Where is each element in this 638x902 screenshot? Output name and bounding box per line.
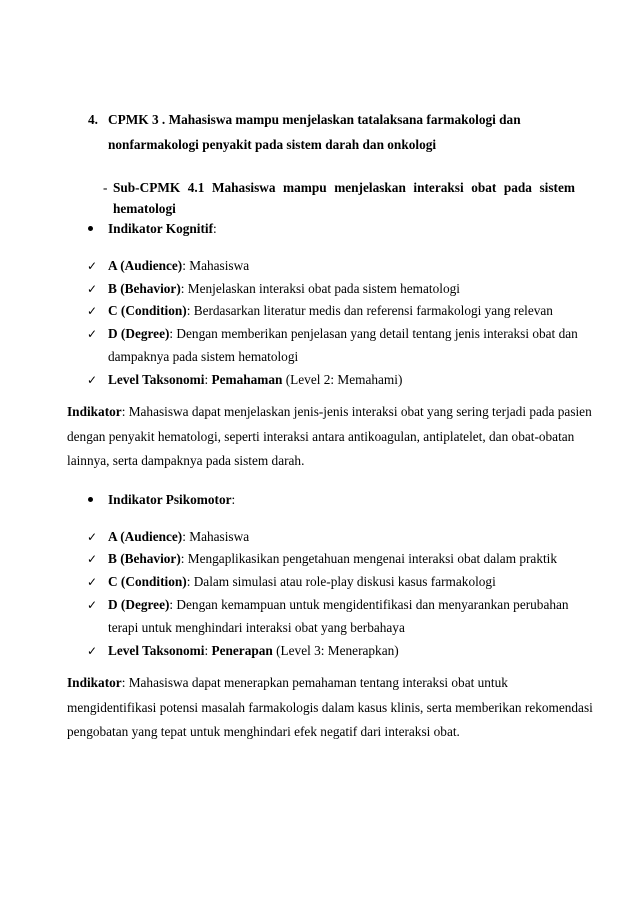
item-label: C (Condition) <box>108 303 187 318</box>
psikomotor-heading-text: Indikator Psikomotor <box>108 492 232 507</box>
item-label: B (Behavior) <box>108 281 181 296</box>
kognitif-heading-colon: : <box>213 221 217 236</box>
psikomotor-item-behavior <box>108 551 557 567</box>
indikator-label: Indikator <box>67 404 122 419</box>
check-mark-icon: ✓ <box>87 327 98 341</box>
cpmk-number: 4. <box>88 112 98 127</box>
check-mark-icon: ✓ <box>87 259 98 273</box>
cpmk-title-line2: nonfarmakologi penyakit pada sistem darah dan onkologi <box>108 137 437 152</box>
bullet-dot-icon <box>88 497 93 502</box>
level-sep: : <box>204 643 212 658</box>
item-label: B (Behavior) <box>108 551 181 566</box>
psikomotor-item-condition <box>108 574 496 590</box>
level-value: Pemahaman <box>211 372 283 387</box>
sub-cpmk-word: Sub-CPMK <box>113 180 181 195</box>
check-mark-icon: ✓ <box>87 530 98 544</box>
psikomotor-item-audience <box>108 529 249 545</box>
sub-cpmk-line1 <box>113 180 575 196</box>
kognitif-item-degree <box>108 326 578 342</box>
sub-cpmk-dash: - <box>103 180 108 195</box>
indikator-label: Indikator <box>67 675 122 690</box>
level-sep: : <box>204 372 212 387</box>
sub-cpmk-word: menjelaskan <box>334 180 406 195</box>
kognitif-heading-text: Indikator Kognitif <box>108 221 214 236</box>
check-mark-icon: ✓ <box>87 304 98 318</box>
psikomotor-indikator-line3: pengobatan yang tepat untuk menghindari efek negatif dari interaksi obat. <box>67 724 460 739</box>
sub-cpmk-word: mampu <box>283 180 327 195</box>
check-mark-icon: ✓ <box>87 644 98 658</box>
sub-cpmk-word: pada <box>503 180 532 195</box>
kognitif-indikator-line3: lainnya, serta dampaknya pada sistem darah. <box>67 453 305 468</box>
check-mark-icon: ✓ <box>87 552 98 566</box>
item-text: : Berdasarkan literatur medis dan referensi farmakologi yang relevan <box>186 303 553 318</box>
kognitif-item-degree-cont: dampaknya pada sistem hematologi <box>108 349 299 364</box>
kognitif-item-condition <box>108 303 553 319</box>
sub-cpmk-word: interaksi <box>413 180 464 195</box>
item-label: A (Audience) <box>108 258 183 273</box>
psikomotor-item-degree <box>108 597 569 613</box>
kognitif-item-audience <box>108 258 249 274</box>
psikomotor-indikator-line2: mengidentifikasi potensi masalah farmakologis dalam kasus klinis, serta memberikan rekomendasi <box>67 700 593 715</box>
item-text: : Dengan memberikan penjelasan yang detail tentang jenis interaksi obat dan <box>169 326 578 341</box>
sub-cpmk-line2: hematologi <box>113 201 176 216</box>
kognitif-level <box>108 372 402 388</box>
kognitif-indikator-line2: dengan penyakit hematologi, seperti interaksi antara antikoagulan, antiplatelet, dan obat-obatan <box>67 429 575 444</box>
psikomotor-heading-colon: : <box>231 492 236 507</box>
sub-cpmk-word: sistem <box>539 180 575 195</box>
check-mark-icon: ✓ <box>87 373 98 387</box>
level-label: Level Taksonomi <box>108 643 205 658</box>
item-text: : Dalam simulasi atau role-play diskusi kasus farmakologi <box>186 574 496 589</box>
item-text: : Mahasiswa <box>182 529 250 544</box>
item-text: : Mengaplikasikan pengetahuan mengenai interaksi obat dalam praktik <box>180 551 558 566</box>
item-label: C (Condition) <box>108 574 187 589</box>
check-mark-icon: ✓ <box>87 598 98 612</box>
kognitif-heading <box>108 221 217 237</box>
psikomotor-level <box>108 643 399 659</box>
item-label: D (Degree) <box>108 597 170 612</box>
kognitif-indikator-line1 <box>67 404 592 420</box>
level-value: Penerapan <box>211 643 273 658</box>
check-mark-icon: ✓ <box>87 575 98 589</box>
item-label: A (Audience) <box>108 529 183 544</box>
level-label: Level Taksonomi <box>108 372 205 387</box>
item-text: : Mahasiswa <box>182 258 250 273</box>
check-mark-icon: ✓ <box>87 282 98 296</box>
item-label: D (Degree) <box>108 326 170 341</box>
kognitif-item-behavior <box>108 281 460 297</box>
cpmk-title-line1: CPMK 3 . Mahasiswa mampu menjelaskan tatalaksana farmakologi dan <box>108 112 521 127</box>
level-rest: (Level 2: Memahami) <box>282 372 403 387</box>
sub-cpmk-word: 4.1 <box>187 180 205 195</box>
level-rest: (Level 3: Menerapkan) <box>272 643 399 658</box>
sub-cpmk-word: Mahasiswa <box>211 180 276 195</box>
bullet-dot-icon <box>88 226 93 231</box>
sub-cpmk-word: obat <box>471 180 497 195</box>
indikator-text: : Mahasiswa dapat menerapkan pemahaman tentang interaksi obat untuk <box>121 675 508 690</box>
psikomotor-indikator-line1 <box>67 675 508 691</box>
psikomotor-item-degree-cont: terapi untuk menghindari interaksi obat yang berbahaya <box>108 620 405 635</box>
indikator-text: : Mahasiswa dapat menjelaskan jenis-jenis interaksi obat yang sering terjadi pada pasien <box>121 404 592 419</box>
item-text: : Menjelaskan interaksi obat pada sistem hematologi <box>180 281 460 296</box>
item-text: : Dengan kemampuan untuk mengidentifikasi dan menyarankan perubahan <box>169 597 569 612</box>
psikomotor-heading <box>108 492 235 508</box>
